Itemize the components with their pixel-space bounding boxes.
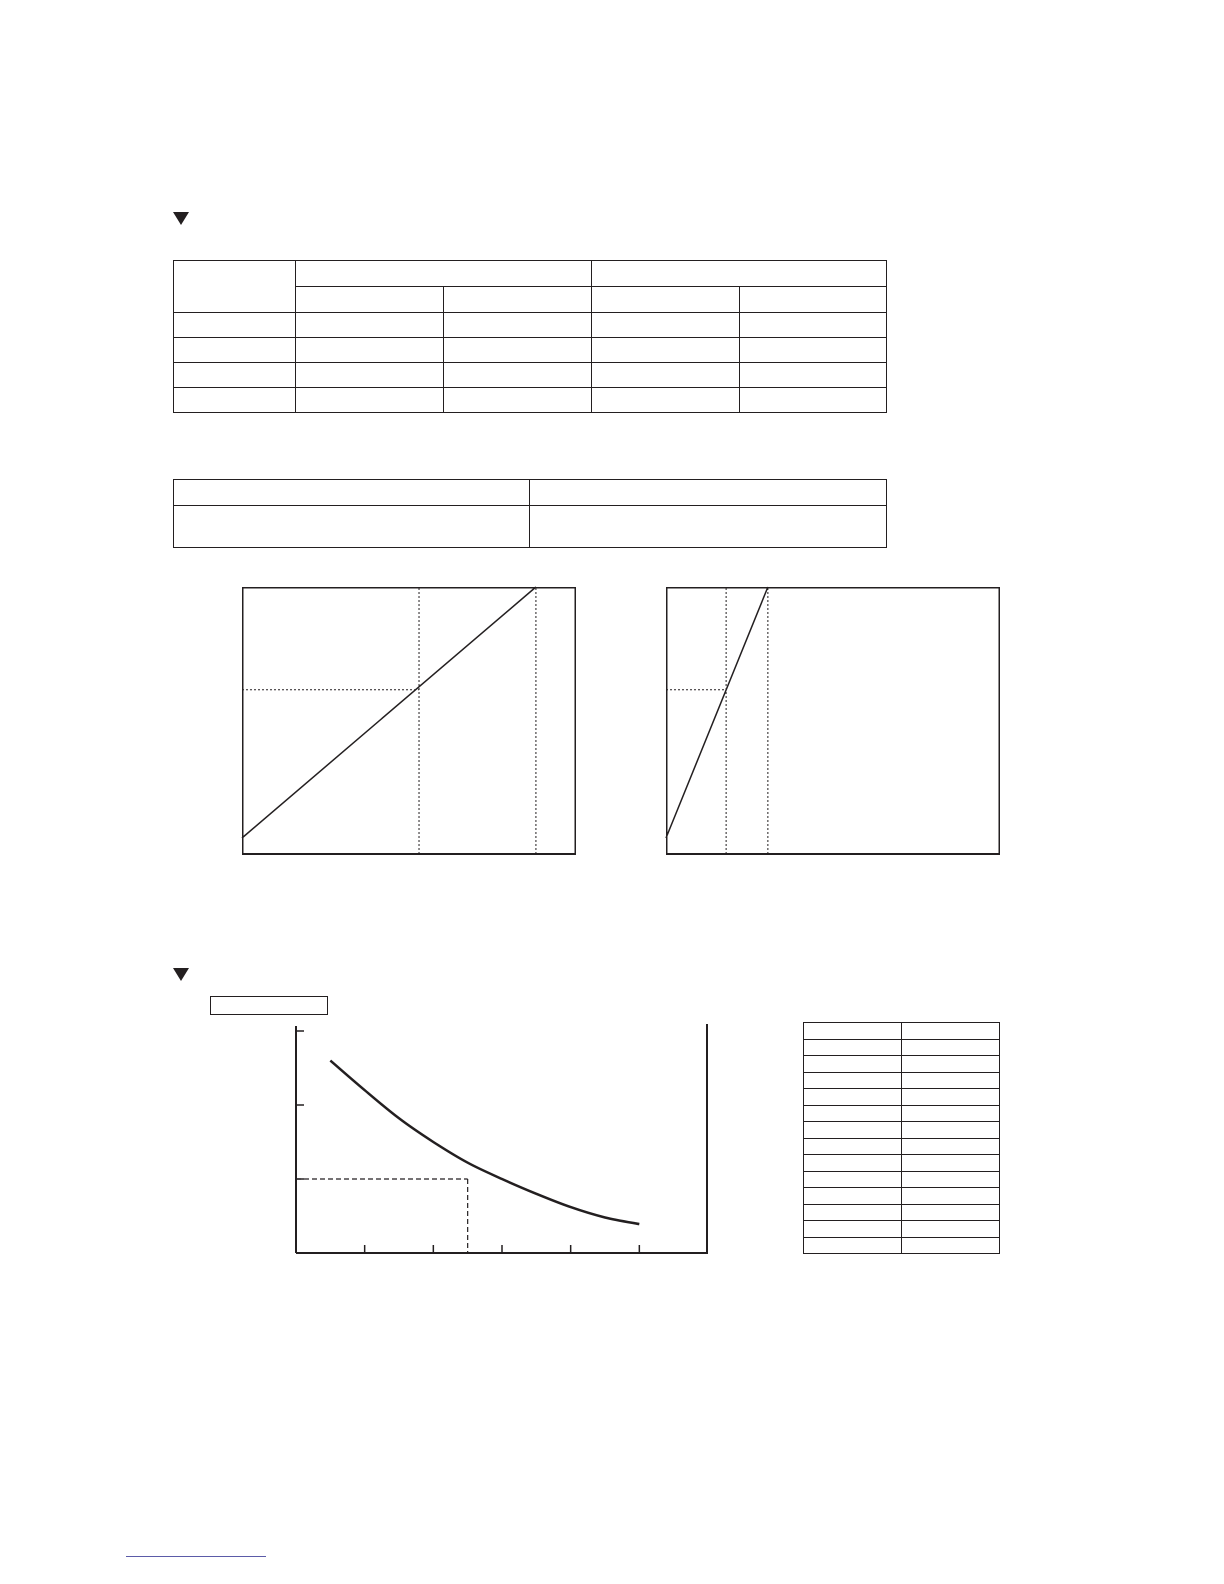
label-box <box>210 996 328 1015</box>
table-row <box>174 363 887 388</box>
table-cell <box>804 1221 902 1238</box>
table-cell <box>444 338 592 363</box>
side-table <box>803 1022 1000 1254</box>
chart-3 <box>290 1020 710 1256</box>
chart-frame <box>667 588 1000 855</box>
table-cell <box>902 1138 1000 1155</box>
table-cell <box>174 480 530 506</box>
table-cell <box>444 363 592 388</box>
table-cell <box>592 261 887 287</box>
table-cell <box>804 1039 902 1056</box>
series-line <box>242 587 536 838</box>
series-curve <box>330 1061 639 1225</box>
table-cell <box>804 1122 902 1139</box>
table-row <box>804 1023 1000 1040</box>
table-cell <box>296 313 444 338</box>
table-cell <box>592 363 740 388</box>
table-cell <box>592 338 740 363</box>
table-cell <box>804 1056 902 1073</box>
triangle-down-icon <box>173 212 189 225</box>
table-row <box>174 313 887 338</box>
table-cell <box>444 388 592 413</box>
series-line <box>666 587 768 838</box>
table-cell <box>804 1138 902 1155</box>
table-row <box>804 1089 1000 1106</box>
table-row <box>174 506 887 548</box>
table-cell <box>902 1105 1000 1122</box>
table-row <box>804 1155 1000 1172</box>
table-row <box>804 1204 1000 1221</box>
table-row <box>804 1221 1000 1238</box>
table-cell <box>296 338 444 363</box>
table-cell <box>804 1171 902 1188</box>
table-cell <box>530 506 887 548</box>
table-cell <box>902 1188 1000 1205</box>
table-cell <box>804 1105 902 1122</box>
table-cell <box>902 1237 1000 1254</box>
table-cell <box>296 287 444 313</box>
table-cell <box>296 261 592 287</box>
table-cell <box>902 1204 1000 1221</box>
table-cell <box>804 1089 902 1106</box>
table-cell <box>592 388 740 413</box>
table-cell <box>804 1204 902 1221</box>
table-cell <box>902 1072 1000 1089</box>
triangle-down-icon <box>173 968 189 981</box>
table-row <box>804 1138 1000 1155</box>
table-cell <box>902 1122 1000 1139</box>
table-cell <box>592 287 740 313</box>
table-cell <box>804 1237 902 1254</box>
table-row <box>174 261 887 287</box>
table-row <box>804 1188 1000 1205</box>
table-cell <box>740 388 887 413</box>
chart-frame <box>243 588 576 855</box>
table-row <box>804 1105 1000 1122</box>
table-row <box>804 1237 1000 1254</box>
table-cell <box>902 1089 1000 1106</box>
table-cell <box>902 1039 1000 1056</box>
table-cell <box>296 388 444 413</box>
chart-2 <box>666 587 1000 855</box>
table-row <box>804 1122 1000 1139</box>
table-cell <box>740 313 887 338</box>
table-cell <box>902 1171 1000 1188</box>
table-cell <box>174 363 296 388</box>
table-cell <box>592 313 740 338</box>
table-cell <box>174 261 296 313</box>
table-cell <box>902 1056 1000 1073</box>
table-row <box>174 388 887 413</box>
table-cell <box>444 287 592 313</box>
table-row <box>804 1039 1000 1056</box>
table-cell <box>444 313 592 338</box>
chart-1 <box>242 587 576 855</box>
table-1 <box>173 260 887 413</box>
table-cell <box>902 1155 1000 1172</box>
table-row <box>804 1072 1000 1089</box>
table-cell <box>174 338 296 363</box>
table-row <box>804 1171 1000 1188</box>
table-cell <box>740 287 887 313</box>
table-cell <box>174 313 296 338</box>
table-cell <box>804 1023 902 1040</box>
table-cell <box>174 388 296 413</box>
table-row <box>174 480 887 506</box>
footnote-rule <box>126 1556 266 1557</box>
table-cell <box>530 480 887 506</box>
table-cell <box>804 1155 902 1172</box>
table-cell <box>902 1023 1000 1040</box>
table-2 <box>173 479 887 548</box>
table-cell <box>174 506 530 548</box>
table-cell <box>902 1221 1000 1238</box>
table-cell <box>740 363 887 388</box>
table-cell <box>804 1188 902 1205</box>
table-row <box>804 1056 1000 1073</box>
table-cell <box>804 1072 902 1089</box>
table-cell <box>740 338 887 363</box>
table-row <box>174 338 887 363</box>
table-cell <box>296 363 444 388</box>
